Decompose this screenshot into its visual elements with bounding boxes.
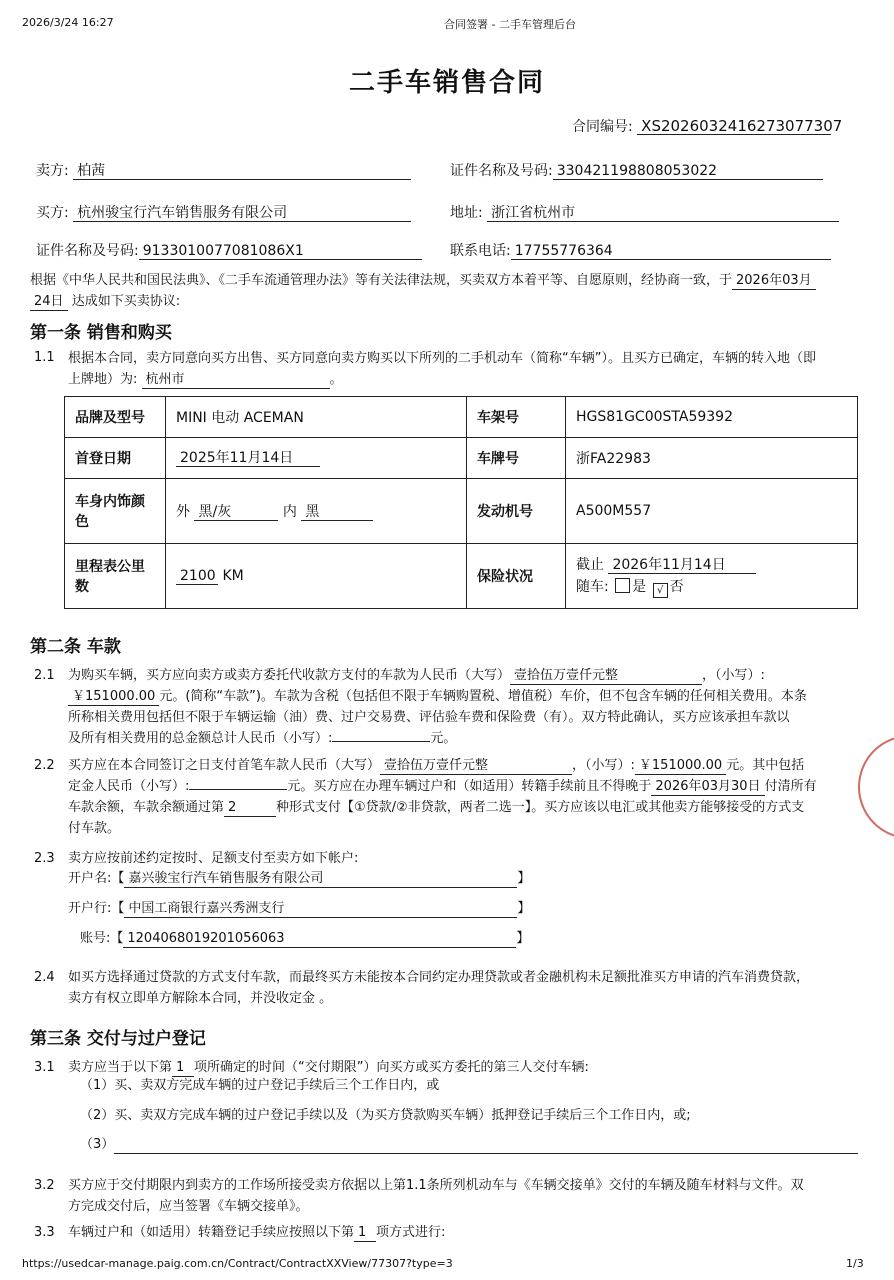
brand-label: 品牌及型号 <box>65 397 166 438</box>
seller-name: 卖方: 柏茜 <box>36 160 411 180</box>
insurance-value: 截止 2026年11月14日 随车: 是 √ 否 <box>566 544 858 609</box>
vin-label: 车架号 <box>467 397 566 438</box>
option-1: （1）买、卖双方完成车辆的过户登记手续后三个工作日内，或 <box>80 1078 440 1093</box>
account-name: 开户名:【 嘉兴骏宝行汽车销售服务有限公司 】 <box>68 871 531 886</box>
intro-paragraph: 根据《中华人民共和国民法典》、《二手车流通管理办法》等有关法律法规，买卖双方本着平等、自愿原则，经协商一致，于 2026年03月 24日 达成如下买卖协议: <box>30 270 860 312</box>
clause-3-3-text: 车辆过户和（如适用）转籍登记手续应按照以下第 1 项方式进行: <box>68 1225 446 1240</box>
clause-2-3-text: 卖方应按前述约定按时、足额支付至卖方如下帐户: <box>68 851 359 866</box>
no-checkbox: √ <box>653 583 668 598</box>
clause-3-2-text: 买方应于交付期限内到卖方的工作场所接受卖方依据以上第1.1条所列机动车与《车辆交接单》交付的车辆及随车材料与文件。双 方完成交付后，应当签署《车辆交接单》。 <box>68 1178 804 1214</box>
color-value: 外 黑/灰 内 黑 <box>166 479 467 544</box>
vin-value: HGS81GC00STA59392 <box>566 397 858 438</box>
option-2: （2）买、卖双方完成车辆的过户登记手续以及（为买方贷款购买车辆）抵押登记手续后三个工作日内，或; <box>80 1108 691 1123</box>
clause-number: 1.1 <box>34 350 55 365</box>
account-number: 账号:【 1204068019201056063 】 <box>80 931 530 946</box>
buyer-address: 地址: 浙江省杭州市 <box>450 202 839 222</box>
reg-date-label: 首登日期 <box>65 438 166 479</box>
clause-number: 3.3 <box>34 1225 55 1240</box>
engine-value: A500M557 <box>566 479 858 544</box>
plate-label: 车牌号 <box>467 438 566 479</box>
color-label: 车身内饰颜色 <box>65 479 166 544</box>
section-1-title: 第一条 销售和购买 <box>30 323 172 343</box>
clause-number: 2.2 <box>34 758 55 773</box>
mileage-value: 2100 KM <box>166 544 467 609</box>
vehicle-info-table <box>64 396 858 609</box>
company-seal-stamp <box>858 735 894 839</box>
print-timestamp: 2026/3/24 16:27 <box>22 16 114 29</box>
clause-number: 3.1 <box>34 1060 55 1075</box>
engine-label: 发动机号 <box>467 479 566 544</box>
section-2-title: 第二条 车款 <box>30 637 121 657</box>
clause-number: 3.2 <box>34 1178 55 1193</box>
mileage-label: 里程表公里数 <box>65 544 166 609</box>
buyer-name: 买方: 杭州骏宝行汽车销售服务有限公司 <box>36 202 411 222</box>
insurance-label: 保险状况 <box>467 544 566 609</box>
yes-checkbox <box>615 578 630 593</box>
clause-2-2-text: 买方应在本合同签订之日支付首笔车款人民币（大写） 壹拾伍万壹仟元整 ，（小写）: ￥151000.00 元。其中包括 定金人民币（小写）: 元。买方应在办理车辆过户和（如适用）转籍手续前且不得晚于 2026年03月30日 付清所有 车款余额，车款余额通过第 2 种形式支付【①贷款/②非贷款，两者二选一】。买方应该以电汇或其他卖方能够接受的方式支 付车款。 <box>68 758 817 836</box>
clause-number: 2.1 <box>34 668 55 683</box>
document-title: 二手车销售合同 <box>348 68 545 98</box>
page-number: 1/3 <box>846 1257 864 1270</box>
clause-number: 2.3 <box>34 851 55 866</box>
clause-1-1-text: 根据本合同，卖方同意向买方出售、买方同意向卖方购买以下所列的二手机动车（简称“车辆”）。且买方已确定，车辆的转入地（即 上牌地）为: 杭州市 。 <box>68 351 816 387</box>
clause-2-4-text: 如买方选择通过贷款的方式支付车款，而最终买方未能按本合同约定办理贷款或者金融机构未足额批准买方申请的汽车消费贷款， 卖方有权立即单方解除本合同，并没收定金 。 <box>68 970 810 1006</box>
clause-number: 2.4 <box>34 970 55 985</box>
plate-value: 浙FA22983 <box>566 438 858 479</box>
option-3: （3） <box>80 1134 858 1155</box>
buyer-id: 证件名称及号码: 9133010077081086X1 <box>36 240 422 260</box>
contract-number: 合同编号: XS2026032416273077307 <box>572 117 843 135</box>
clause-2-1-text: 为购买车辆，买方应向卖方或卖方委托代收款方支付的车款为人民币（大写） 壹拾伍万壹仟元整 ，（小写）: ￥151000.00 元。(简称“车款”)。车款为含税（包括但不限于车辆购置税、增值税）车价，但不包含车辆的任何相关费用。本条 所称相关费用包括但不限于车辆运输（油）费、过户交易费、评估验车费和保险费（有）。双方特此确认，买方应该承担车款以 及所有相关费用的总金额总计人民币（小写）: 元。 <box>68 668 807 746</box>
brand-value: MINI 电动 ACEMAN <box>166 397 467 438</box>
seller-id: 证件名称及号码: 330421198808053022 <box>450 160 823 180</box>
buyer-phone: 联系电话: 17755776364 <box>450 240 831 260</box>
reg-date-value: 2025年11月14日 <box>166 438 467 479</box>
section-3-title: 第三条 交付与过户登记 <box>30 1029 206 1049</box>
browser-page-title: 合同签署 - 二手车管理后台 <box>444 18 576 31</box>
bank-name: 开户行:【 中国工商银行嘉兴秀洲支行 】 <box>68 901 531 916</box>
clause-3-1-text: 卖方应当于以下第 1 项所确定的时间（“交付期限”）向买方或买方委托的第三人交付车辆: <box>68 1060 589 1075</box>
page-url: https://usedcar-manage.paig.com.cn/Contract/ContractXXView/77307?type=3 <box>22 1257 453 1270</box>
